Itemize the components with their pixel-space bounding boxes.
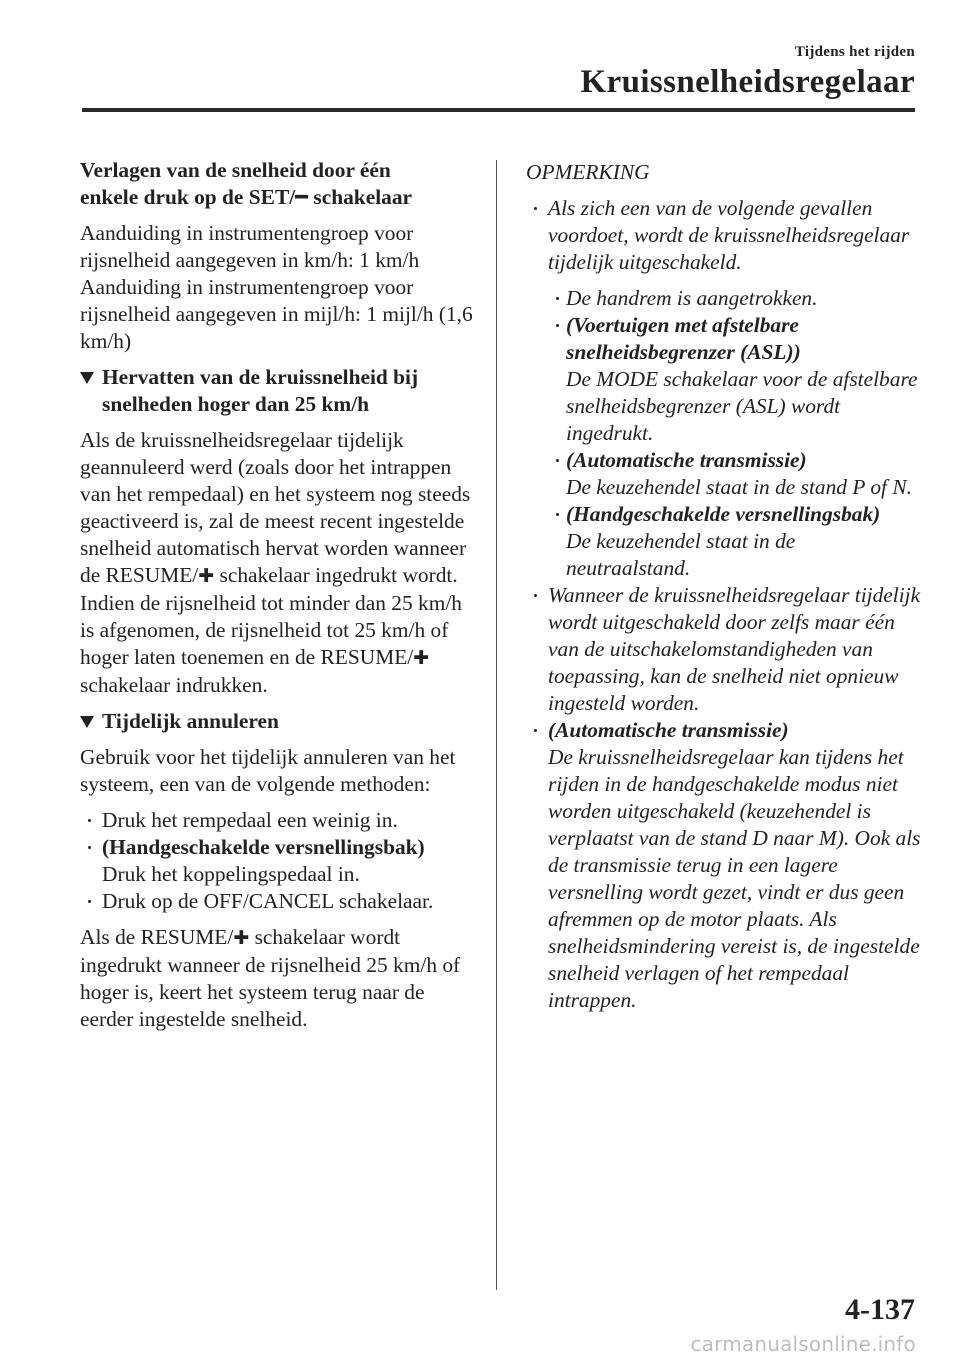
note-sub-item: De handrem is aangetrokken. <box>548 285 921 312</box>
note-item: (Automatische transmissie) De kruissnelheidsregelaar kan tijdens het rijden in de handgeschakelde modus niet worden uitgeschakeld (keuzehendel is verplaatst van de stand D naar M). Ook als de transmissie terug in een lagere versnelling wordt gezet, vindt er dus geen afremmen op de motor plaats. Als snelheidsmindering vereist is, de ingestelde snelheid verlagen of het rempedaal intrappen. <box>526 717 921 1014</box>
note-sub-item: (Voertuigen met afstelbare snelheidsbegrenzer (ASL)) De MODE schakelaar voor de afstelbare snelheidsbegrenzer (ASL) wordt ingedrukt. <box>548 312 921 447</box>
section-heading-cancel <box>80 708 480 735</box>
list-item: Druk het rempedaal een weinig in. <box>80 807 480 834</box>
bullet-icon <box>556 324 559 327</box>
section-title-cancel: Tijdelijk annuleren <box>102 709 279 733</box>
note-item: Als zich een van de volgende gevallen voordoet, wordt de kruissnelheidsregelaar tijdelijk uitgeschakeld. De handrem is aangetrokken. (Voertuigen met afstelbare snelheidsbegrenzer (ASL)) De MODE schakelaar voor de afstelbare snelheidsbegrenzer (ASL) wordt ingedrukt. (Automatische transmissie) De keuzehendel staat in de stand P of N. (Handgeschakelde versnellingsbak) De keuzehendel staat in de neutraalstand. <box>526 195 921 582</box>
subheading-line-2: enkele druk op de SET/ <box>80 185 296 209</box>
bullet-icon <box>534 207 537 210</box>
bullet-icon <box>534 729 537 732</box>
note-item: Wanneer de kruissnelheidsregelaar tijdelijk wordt uitgeschakeld door zelfs maar één van de uitschakelomstandigheden van toepassing, kan de snelheid niet opnieuw ingesteld worden. <box>526 582 921 717</box>
cancel-intro: Gebruik voor het tijdelijk annuleren van het systeem, een van de volgende methoden: <box>80 745 456 796</box>
note-sub-item: (Handgeschakelde versnellingsbak) De keuzehendel staat in de neutraalstand. <box>548 501 921 582</box>
triangle-marker-icon <box>80 716 94 728</box>
resume-paragraph: Als de kruissnelheidsregelaar tijdelijk geannuleerd werd (zoals door het intrappen van het rempedaal) en het systeem nog steeds geactiveerd is, zal de meest recent ingestelde snelheid automatisch hervat worden wanneer de RESUME/✚ schakelaar ingedrukt wordt. Indien de rijsnelheid tot minder dan 25 km/h is afgenomen, de rijsnelheid tot 25 km/h of hoger laten toenemen en de RESUME/✚ schakelaar indrukken. <box>80 428 471 697</box>
bullet-icon <box>88 846 91 849</box>
bullet-icon <box>556 297 559 300</box>
header-rule <box>82 108 915 112</box>
minus-icon: ━ <box>295 185 309 210</box>
plus-icon: ✚ <box>233 927 250 949</box>
bullet-icon <box>88 900 91 903</box>
list-item: Druk op de OFF/CANCEL schakelaar. <box>80 888 480 915</box>
cancel-methods-list <box>80 807 480 915</box>
note-sub-list <box>548 285 921 582</box>
running-header-section: Tijdens het rijden <box>794 44 915 60</box>
watermark: carmanualsonline.info <box>690 1332 916 1356</box>
plus-icon: ✚ <box>198 565 215 587</box>
bullet-icon <box>556 459 559 462</box>
note-title: OPMERKING <box>526 160 650 184</box>
note-sub-item: (Automatische transmissie) De keuzehendel staat in de stand P of N. <box>548 447 921 501</box>
note-list <box>526 195 921 1014</box>
section-title-resume: Hervatten van de kruissnelheid bij snelheden hoger dan 25 km/h <box>102 365 419 416</box>
resume-final-paragraph: Als de RESUME/✚ schakelaar wordt ingedrukt wanneer de rijsnelheid 25 km/h of hoger is, keert het systeem terug naar de eerder ingestelde snelheid. <box>80 925 461 1031</box>
right-column <box>526 159 921 1014</box>
column-divider <box>496 160 497 1290</box>
triangle-marker-icon <box>80 372 94 384</box>
subheading-decrease-speed <box>80 157 480 211</box>
bullet-icon <box>88 819 91 822</box>
bullet-icon <box>534 594 537 597</box>
left-column <box>80 157 480 1042</box>
subheading-line-2-end: schakelaar <box>308 185 413 209</box>
list-item: (Handgeschakelde versnellingsbak) Druk het koppelingspedaal in. <box>80 834 480 888</box>
section-heading-resume <box>80 364 480 418</box>
page-title: Kruissnelheidsregelaar <box>580 64 915 100</box>
plus-icon: ✚ <box>413 647 430 669</box>
subheading-line-1: Verlagen van de snelheid door één <box>80 158 391 182</box>
page-number: 4-137 <box>845 1293 915 1326</box>
speed-indication-text: Aanduiding in instrumentengroep voor rijsnelheid aangegeven in km/h: 1 km/h Aanduiding in instrumentengroep voor rijsnelheid aangegeven in mijl/h: 1 mijl/h (1,6 km/h) <box>80 221 473 353</box>
bullet-icon <box>556 513 559 516</box>
